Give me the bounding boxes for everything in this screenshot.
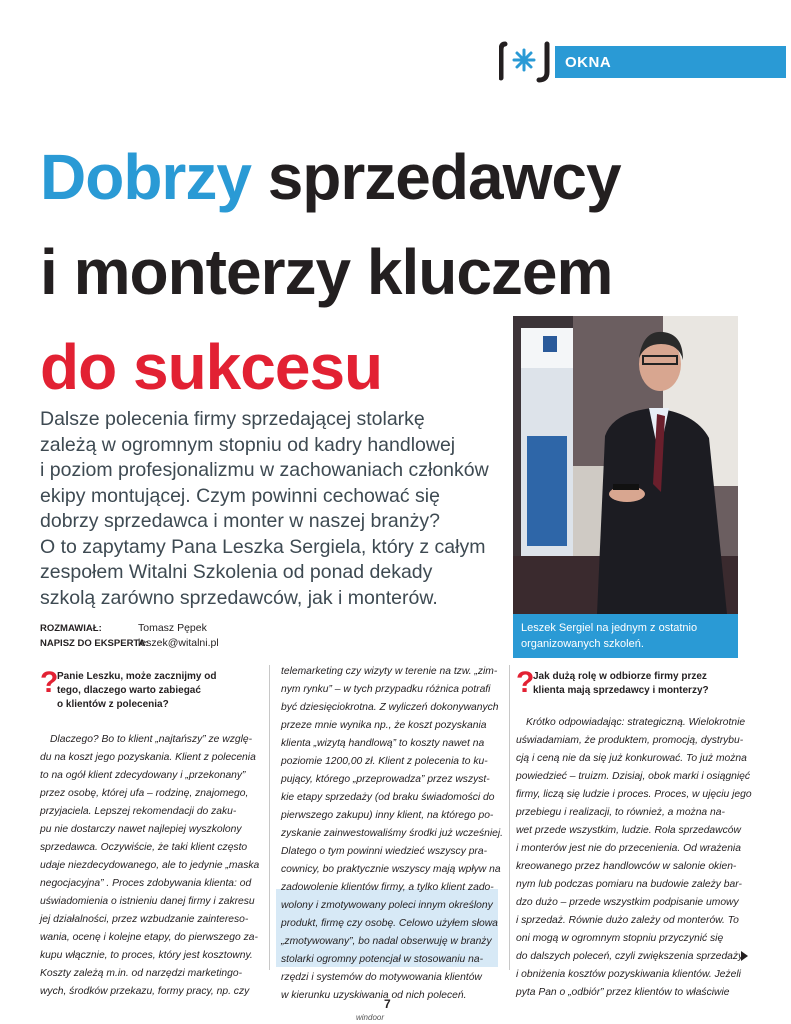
body-line: w kierunku uzyskiwania od nich poleceń. [281, 990, 467, 1001]
body-line: to na ogół klient zdecydowany i „przekonany” [40, 770, 246, 781]
caption-line: Leszek Sergiel na jednym z ostatnio [521, 622, 698, 634]
body-line: wet przede wszystkim, ludzie. Rola sprzedawców [516, 825, 741, 836]
body-line: oni mogą w ogromnym stopniu przyczynić się [516, 933, 724, 944]
headline-part1: Dobrzy [40, 141, 251, 213]
headline-part4: do sukcesu [40, 331, 383, 403]
lead-line: ekipy montującej. Czym powinni cechować się [40, 484, 440, 507]
question-2 [533, 670, 709, 698]
column-divider [509, 665, 510, 970]
question-line: o klientów z polecenia? [57, 699, 169, 710]
body-line: i obniżenia kosztów pozyskiwania klientów. Jeżeli [516, 969, 741, 980]
lead-paragraph [40, 407, 510, 611]
question-line: tego, dlaczego warto zabiegać [57, 685, 201, 696]
body-line: wania, ocenę i kolejne etapy, do pierwszego za- [40, 932, 258, 943]
column-3-text [516, 714, 752, 1002]
question-line: klienta mają sprzedawcy i monterzy? [533, 685, 709, 696]
lead-line: zespołem Witalni Szkolenia od ponad dekady [40, 561, 433, 583]
interviewer-name: Tomasz Pępek [138, 622, 207, 634]
body-line: Koszty zależą m.in. od narzędzi marketingo- [40, 968, 243, 979]
body-line: dzo dużo – przede wszystkim podpisanie umowy [516, 897, 739, 908]
article-meta [40, 621, 219, 651]
body-line: firmy, liczą się ludzie i proces. Proces, w ujęciu jego [516, 789, 752, 800]
interviewer-label: ROZMAWIAŁ: [40, 623, 102, 634]
lead-line: Dalsze polecenia firmy sprzedającej stolarkę [40, 408, 425, 430]
body-line: kreowanego przez handlowców w salonie okien- [516, 861, 737, 872]
column-divider [269, 665, 270, 970]
body-line: jej działalności, przez wzbudzanie zaintereso- [40, 914, 249, 925]
continue-arrow-icon [741, 951, 748, 961]
body-line: cją i ceną nie da się już konkurować. To już można [516, 753, 747, 764]
body-line: pujący, którego „przeprowadza” przez wszyst- [281, 774, 490, 785]
brand-logo: windoor [356, 1013, 385, 1022]
question-line: Panie Leszku, może zacznijmy od [57, 671, 217, 682]
body-line: udaje niezdecydowanego, ale to jedynie „maska [40, 860, 260, 871]
photo-illustration [513, 316, 738, 614]
body-line: pyta Pan o „odbiór” przez klientów to właściwie [516, 987, 730, 998]
body-line: powiedzieć – truizm. Dzisiaj, obok marki i osiągnięć [516, 771, 751, 782]
body-line: klienta „wizytą handlową” to koszty nawet na [281, 738, 485, 749]
body-line: pierwszego zakupu) inny klient, na którego po- [281, 810, 494, 821]
lead-line: O to zapytamy Pana Leszka Sergiela, który z całym [40, 535, 486, 558]
page-number: 7 [384, 997, 391, 1011]
rj-logo-icon [499, 38, 553, 84]
contact-label: NAPISZ DO EKSPERTA: [40, 638, 149, 649]
contact-email[interactable]: leszek@witalni.pl [138, 637, 219, 649]
body-line: i sprzedaż. Równie dużo zależy od monterów. To [516, 915, 739, 926]
body-line: przebiegu i realizacji, to również, a można na- [516, 807, 725, 818]
speaker-photo [513, 316, 738, 614]
body-line: zadowolenie klientów firmy, a tylko klient zado- [281, 882, 494, 893]
body-line: przez osobę, której ufa – rodzinę, znajomego, [40, 788, 249, 799]
body-line: sprzedawca. Oczywiście, że taki klient często [40, 842, 248, 853]
body-line: rzędzi i systemów do motywowania klientów [281, 972, 482, 983]
body-line: cownicy, bo praktycznie wszyscy mają wpływ na [281, 864, 501, 875]
body-line: przyjaciela. Lepszej rekomendacji do zaku- [40, 806, 237, 817]
body-line: telemarketing czy wizyty w terenie na tzw. „zim- [281, 666, 498, 677]
body-line: du na koszt jego pozyskania. Klient z polecenia [40, 752, 256, 763]
body-line: Dlaczego? Bo to klient „najtańszy” ze wzglę- [50, 734, 253, 745]
lead-line: i poziom profesjonalizmu w zachowaniach członków [40, 459, 489, 481]
body-line: uświadamiam, że produktem, promocją, dystrybu- [516, 735, 744, 746]
question-mark-icon: ? [516, 666, 535, 699]
body-line: nym rynku” – w tych przypadku różnica potrafi [281, 684, 491, 695]
question-mark-icon: ? [40, 666, 59, 699]
body-line: przeze mnie wynika np., że koszt pozyskania [281, 720, 487, 731]
column-1-text [40, 731, 259, 1001]
lead-line: dobrzy sprzedawca i monter w naszej branży? [40, 510, 440, 532]
body-line: Dlatego o tym powinni wiedzieć wszyscy pra- [281, 846, 488, 857]
body-line: stolarki ogromny potencjał w stosowaniu na- [281, 954, 484, 965]
body-line: kupu włącznie, to proces, który jest kosztowny. [40, 950, 253, 961]
headline-part3: i monterzy kluczem [40, 236, 613, 308]
body-line: kie etapy sprzedaży (od braku świadomości do [281, 792, 495, 803]
body-line: poziomie 1200,00 zł. Klient z polecenia to ku- [281, 756, 488, 767]
body-line: nym lub podczas pomiaru na budowie zależy bar- [516, 879, 742, 890]
body-line: i monterów jest nie do przecenienia. Od wrażenia [516, 843, 741, 854]
body-line: uświadomienia o istnieniu danej firmy i zakresu [40, 896, 255, 907]
body-line: pu nie dostarczy nawet najlepiej wyszkolony [40, 824, 242, 835]
body-line: negocjacyjna” . Proces zdobywania klienta: od [40, 878, 252, 889]
column-2-text [281, 663, 503, 1005]
body-line: zyskanie zainwestowaliśmy środki już wcześniej. [281, 828, 504, 839]
body-line: do dalszych poleceń, czyli zwiększenia sprzedaży [516, 951, 744, 962]
headline-part2: sprzedawcy [267, 141, 621, 213]
question-line: Jak dużą rolę w odbiorze firmy przez [533, 671, 707, 682]
section-label: OKNA [565, 54, 612, 71]
body-line: produkt, firmę czy osobę. Celowo użyłem słowa [281, 918, 498, 929]
lead-line: szkolą zarówno sprzedawców, jak i monterów. [40, 586, 438, 609]
question-1 [57, 670, 217, 712]
body-line: być dziesięciokrotna. Z wyliczeń dokonywanych [281, 702, 499, 713]
body-line: Krótko odpowiadając: strategiczną. Wielokrotnie [526, 717, 746, 728]
body-line: wolony i zmotywowany poleci innym określony [281, 900, 493, 911]
photo-caption [521, 620, 733, 652]
body-line: wych, środków przekazu, formy pracy, np. czy [40, 986, 250, 997]
body-line: „zmotywowany”, bo nadal obserwuję w branży [281, 936, 492, 947]
lead-line: zależą w ogromnym stopniu od kadry handlowej [40, 433, 456, 456]
caption-line: organizowanych szkoleń. [521, 638, 644, 650]
